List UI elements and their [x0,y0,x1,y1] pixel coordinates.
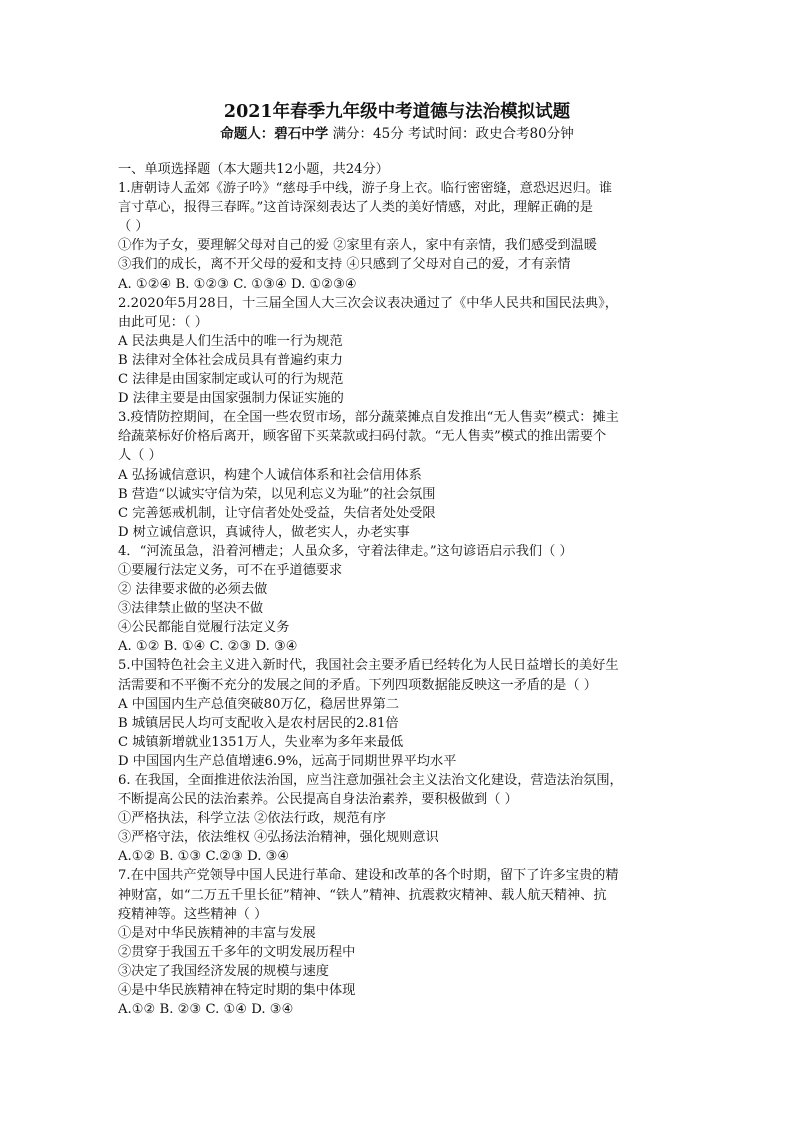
text-line: ④公民都能自觉履行法定义务 [118,620,290,636]
text-line: B 营造“以诚实守信为荣，以见利忘义为耻”的社会氛围 [118,486,436,502]
text-line: 疫精神等。这些精神（ ） [118,906,268,922]
text-line: 言寸草心，报得三春晖。”这首诗深刻表达了人类的美好情感，对此，理解正确的是 [118,200,593,216]
text-line: ② 法律要求做的必须去做 [118,582,268,598]
text-line: C 城镇新增就业1351万人，失业率为多年来最低 [118,734,404,750]
text-line: （ ） [118,219,149,235]
text-line: B 法律对全体社会成员具有普遍约束力 [118,352,343,368]
text-line: ①严格执法，科学立法 ②依法行政，规范有序 [118,811,386,827]
page-title: 2021年春季九年级中考道德与法治模拟试题 [223,102,571,122]
full-score: 满分：45分 [332,126,404,142]
text-line: A. ①②④ B. ①②③ C. ①③④ D. ①②③④ [118,276,357,292]
text-line: A.①② B. ①③ C.②③ D. ③④ [118,849,290,865]
text-line: D 中国国内生产总值增速6.9%，远高于同期世界平均水平 [118,753,457,769]
question-body [118,160,678,1019]
text-line: ④是中华民族精神在特定时期的集中体现 [118,983,356,999]
text-line: C 法律是由国家制定或认可的行为规范 [118,372,344,388]
text-line: 一、单项选择题（本大题共12小题，共24分） [118,162,389,177]
text-line: ③决定了我国经济发展的规模与速度 [118,963,329,979]
text-line: D 树立诚信意识，真诚待人，做老实人，办老实事 [118,524,410,540]
text-line: ①要履行法定义务，可不在乎道德要求 [118,562,343,578]
text-line: 由此可见：（ ） [118,314,208,330]
text-line: A 中国国内生产总值突破80万亿，稳居世界第二 [118,696,400,712]
text-line: A 民法典是人们生活中的唯一行为规范 [118,333,343,349]
text-line: 不断提高公民的法治素养。公民提高自身法治素养，要积极做到（ ） [118,792,518,808]
text-line: 6. 在我国，全面推进依法治国，应当注意加强社会主义法治文化建设，营造法治氛围， [118,773,623,788]
text-line: C 完善惩戒机制，让守信者处处受益，失信者处处受限 [118,505,436,521]
text-line: D 法律主要是由国家强制力保证实施的 [118,391,344,407]
author-school: 碧石中学 [274,126,329,142]
text-line: 4．“河流虽急，沿着河槽走；人虽众多，守着法律走。”这句谚语启示我们（ ） [118,543,573,559]
text-line: ③严格守法，依法维权 ④弘扬法治精神，强化规则意识 [118,830,439,846]
text-line: 给蔬菜标好价格后离开，顾客留下买菜款或扫码付款。“无人售卖”模式的推出需要个 [118,429,607,445]
text-line: A. ①② B. ①④ C. ②③ D. ③④ [118,639,298,655]
text-line: 3.疫情防控期间，在全国一些农贸市场，部分蔬菜摊点自发推出“无人售卖”模式：摊主 [118,410,619,426]
text-line: ①作为子女，要理解父母对自己的爱 ②家里有亲人，家中有亲情，我们感受到温暖 [118,238,597,254]
text-line: 5.中国特色社会主义进入新时代，我国社会主要矛盾已经转化为人民日益增长的美好生 [118,658,619,674]
exam-time: 考试时间：政史合考80分钟 [408,126,574,142]
text-line: 神财富，如“二万五千里长征”精神、“铁人”精神、抗震救灾精神、载人航天精神、抗 [118,887,607,903]
text-line: 活需要和不平衡不充分的发展之间的矛盾。下列四项数据能反映这一矛盾的是（ ） [118,677,597,693]
exam-meta [0,124,794,144]
text-line: 1.唐朝诗人孟郊《游子吟》“慈母手中线，游子身上衣。临行密密缝，意恐迟迟归。谁 [118,181,613,197]
text-line: ②贯穿于我国五千多年的文明发展历程中 [118,944,356,960]
text-line: 人（ ） [118,448,162,464]
text-line: 2.2020年5月28日，十三届全国人大三次会议表决通过了《中华人民共和国民法典》， [118,295,618,311]
text-line: 7.在中国共产党领导中国人民进行革命、建设和改革的各个时期，留下了许多宝贵的精 [118,868,619,884]
text-line: ③法律禁止做的坚决不做 [118,601,264,617]
text-line: A 弘扬诚信意识，构建个人诚信体系和社会信用体系 [118,467,422,483]
text-line: ③我们的成长，离不开父母的爱和支持 ④只感到了父母对自己的爱，才有亲情 [118,257,571,273]
text-line: ①是对中华民族精神的丰富与发展 [118,925,316,941]
author-label: 命题人： [220,126,275,142]
text-line: B 城镇居民人均可支配收入是农村居民的2.81倍 [118,715,399,731]
text-line: A.①② B. ②③ C. ①④ D. ③④ [118,1002,294,1018]
